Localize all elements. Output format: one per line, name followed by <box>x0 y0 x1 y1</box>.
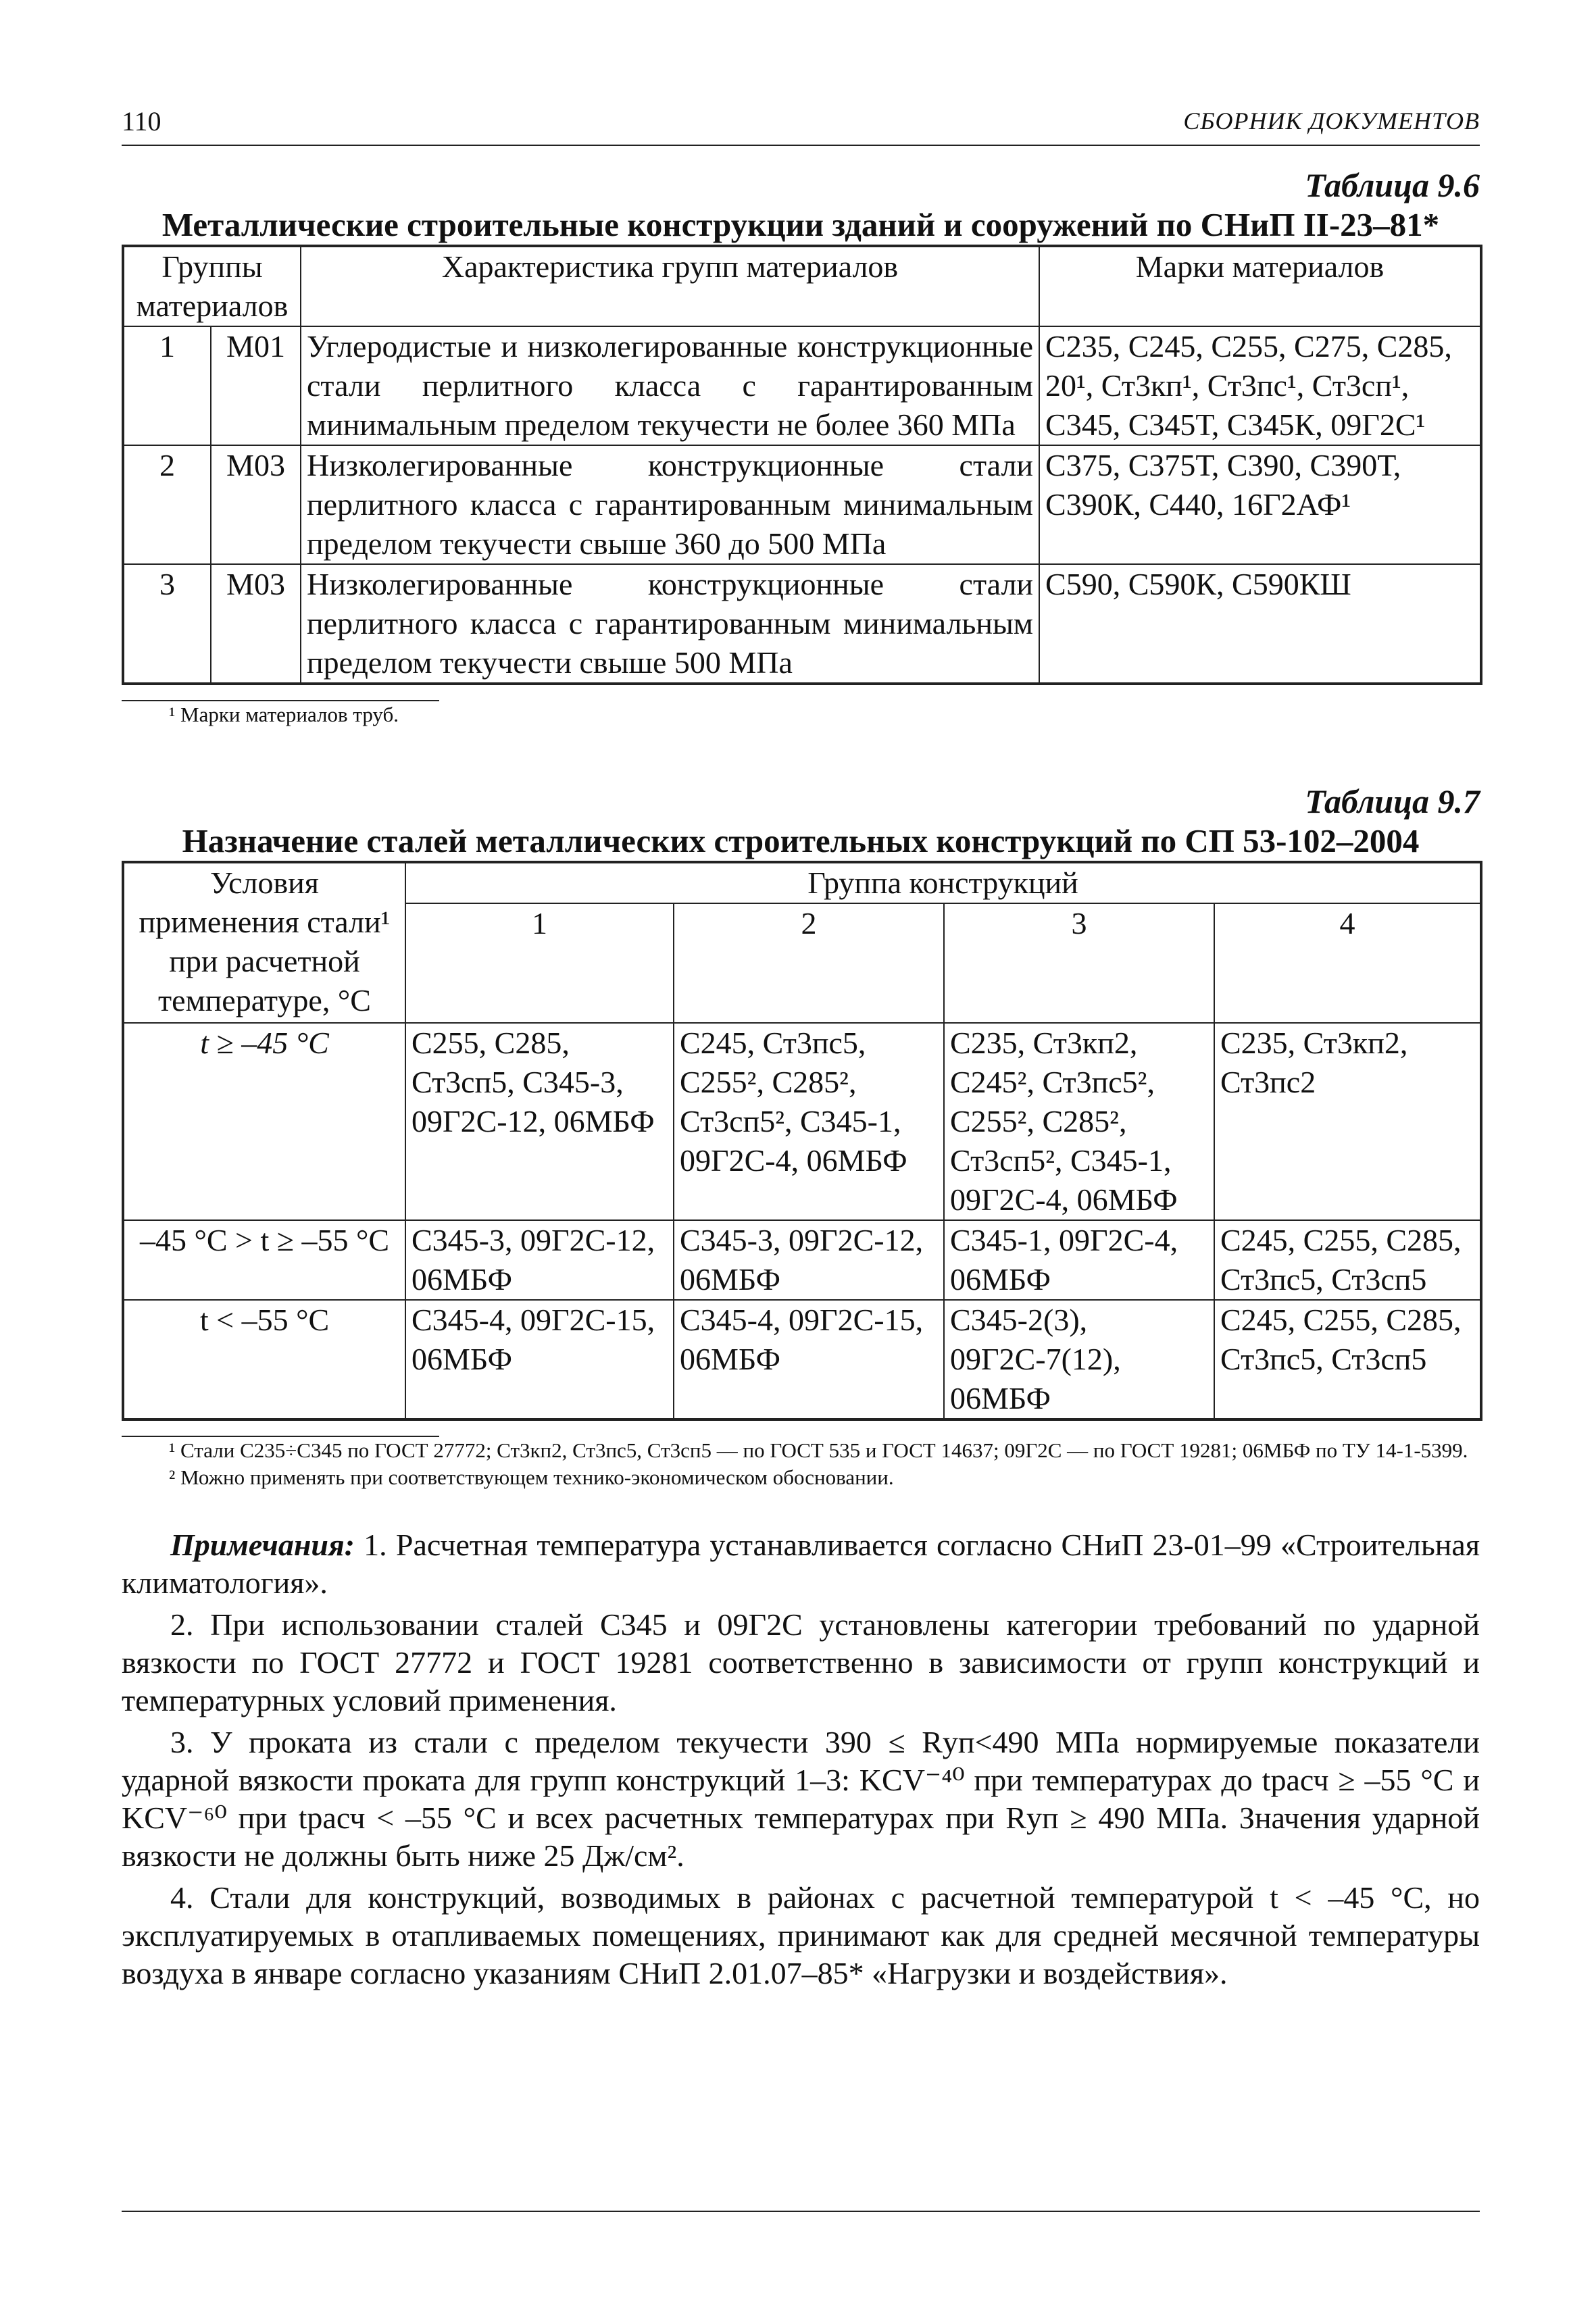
running-title: СБОРНИК ДОКУМЕНТОВ <box>1183 107 1480 134</box>
group-number-3: 3 <box>944 903 1214 1023</box>
table-9-7 <box>122 861 1482 1421</box>
material-marks: С235, С245, С255, С275, С285, 20¹, Ст3кп¹, Ст3пс¹, Ст3сп¹, С345, С345Т, С345К, 09Г2С¹ <box>1039 326 1481 445</box>
steel-cell: С255, С285, Ст3сп5, С345-3, 09Г2С-12, 06МБФ <box>405 1023 674 1220</box>
table-row <box>123 445 1481 564</box>
note-2: 2. При использовании сталей С345 и 09Г2С установлены категории требований по ударной вязкости по ГОСТ 27772 и ГОСТ 19281 соответственно в зависимости от групп конструкций и температурных условий применения. <box>122 1607 1480 1717</box>
group-code: М03 <box>211 445 301 564</box>
table-9-7-footnote-2: ² Можно применять при соответствующем технико-экономическом обосновании. <box>169 1465 894 1489</box>
bottom-rule <box>122 2211 1480 2212</box>
note-1-text: 1. Расчетная температура устанавливается согласно СНиП 23-01–99 «Строительная климатология». <box>122 1528 1480 1600</box>
steel-cell: С235, Ст3кп2, С245², Ст3пс5², С255², С285², Ст3сп5², С345-1, 09Г2С-4, 06МБФ <box>944 1023 1214 1220</box>
material-marks: С590, С590К, С590КШ <box>1039 564 1481 684</box>
table-9-6 <box>122 245 1482 685</box>
table-row <box>123 1023 1481 1220</box>
table-9-6-label: Таблица 9.6 <box>1305 166 1480 204</box>
group-number-2: 2 <box>674 903 944 1023</box>
note-4: 4. Стали для конструкций, возводимых в районах с расчетной температурой t < –45 °С, но эксплуатируемых в отапливаемых помещениях, принимают как для средней месячной температуры воздуха в январе согласно указаниям СНиП 2.01.07–85* «Нагрузки и воздействия». <box>122 1880 1480 1990</box>
group-number: 2 <box>123 445 211 564</box>
table-9-7-label: Таблица 9.7 <box>1305 782 1480 820</box>
steel-cell: С245, С255, С285, Ст3пс5, Ст3сп5 <box>1214 1300 1481 1419</box>
group-number-1: 1 <box>405 903 674 1023</box>
group-code: М03 <box>211 564 301 684</box>
table-row <box>123 1300 1481 1419</box>
steel-cell: С245, Ст3пс5, С255², С285², Ст3сп5², С345-1, 09Г2С-4, 06МБФ <box>674 1023 944 1220</box>
page-number: 110 <box>122 106 161 136</box>
steel-cell: С245, С255, С285, Ст3пс5, Ст3сп5 <box>1214 1220 1481 1300</box>
temperature-condition: –45 °С > t ≥ –55 °С <box>123 1220 405 1300</box>
group-number-4: 4 <box>1214 903 1481 1023</box>
table-9-7-footnote-1: ¹ Стали С235÷С345 по ГОСТ 27772; Ст3кп2, Ст3пс5, Ст3сп5 — по ГОСТ 535 и ГОСТ 14637; 09Г2С — по ГОСТ 19281; 06МБФ по ТУ 14-1-5399. <box>169 1438 1468 1462</box>
table-9-7-title: Назначение сталей металлических строительных конструкций по СП 53-102–2004 <box>182 822 1420 859</box>
table-9-6-title: Металлические строительные конструкции зданий и сооружений по СНиП II-23–81* <box>161 206 1440 243</box>
temperature-condition: t < –55 °С <box>123 1300 405 1419</box>
table-9-6-footnote: ¹ Марки материалов труб. <box>169 703 399 726</box>
group-description: Низколегированные конструкционные стали перлитного класса с гарантированным минимальным пределом текучести свыше 500 МПа <box>301 564 1039 684</box>
steel-cell: С235, Ст3кп2, Ст3пс2 <box>1214 1023 1481 1220</box>
notes-section <box>122 1526 1480 1992</box>
material-marks: С375, С375Т, С390, С390Т, С390К, С440, 16Г2АФ¹ <box>1039 445 1481 564</box>
note-1 <box>122 1526 1480 1602</box>
col-header-groups: Группы материалов <box>123 246 301 326</box>
col-header-characteristic: Характеристика групп материалов <box>301 246 1039 326</box>
note-3: 3. У проката из стали с пределом текучести 390 ≤ Rуп<490 МПа нормируемые показатели ударной вязкости проката для групп конструкций 1–3: KCV⁻⁴⁰ при температурах до tрасч ≥ –55 °С и KCV⁻⁶⁰ при tрасч < –55 °С и всех расчетных температурах при Rуп ≥ 490 МПа. Значения ударной вязкости не должны быть ниже 25 Дж/см². <box>122 1725 1480 1873</box>
steel-cell: С345-3, 09Г2С-12, 06МБФ <box>405 1220 674 1300</box>
table-row <box>123 326 1481 445</box>
col-header-group: Группа конструкций <box>405 862 1481 903</box>
notes-heading: Примечания: <box>170 1528 355 1562</box>
temperature-condition: t ≥ –45 °С <box>123 1023 405 1220</box>
page <box>122 101 1480 1996</box>
steel-cell: С345-2(3), 09Г2С-7(12), 06МБФ <box>944 1300 1214 1419</box>
table-row <box>123 1220 1481 1300</box>
group-description: Низколегированные конструкционные стали перлитного класса с гарантированным минимальным пределом текучести свыше 360 до 500 МПа <box>301 445 1039 564</box>
steel-cell: С345-4, 09Г2С-15, 06МБФ <box>405 1300 674 1419</box>
table-header-row <box>123 862 1481 903</box>
group-description: Углеродистые и низколегированные конструкционные стали перлитного класса с гарантированным минимальным пределом текучести не более 360 МПа <box>301 326 1039 445</box>
col-header-marks: Марки материалов <box>1039 246 1481 326</box>
running-header <box>122 101 1480 146</box>
group-number: 3 <box>123 564 211 684</box>
col-header-condition: Условия применения стали¹ при расчетной температуре, °С <box>123 862 405 1023</box>
group-number: 1 <box>123 326 211 445</box>
steel-cell: С345-1, 09Г2С-4, 06МБФ <box>944 1220 1214 1300</box>
group-code: М01 <box>211 326 301 445</box>
table-row <box>123 564 1481 684</box>
table-header-row <box>123 246 1481 326</box>
steel-cell: С345-4, 09Г2С-15, 06МБФ <box>674 1300 944 1419</box>
steel-cell: С345-3, 09Г2С-12, 06МБФ <box>674 1220 944 1300</box>
